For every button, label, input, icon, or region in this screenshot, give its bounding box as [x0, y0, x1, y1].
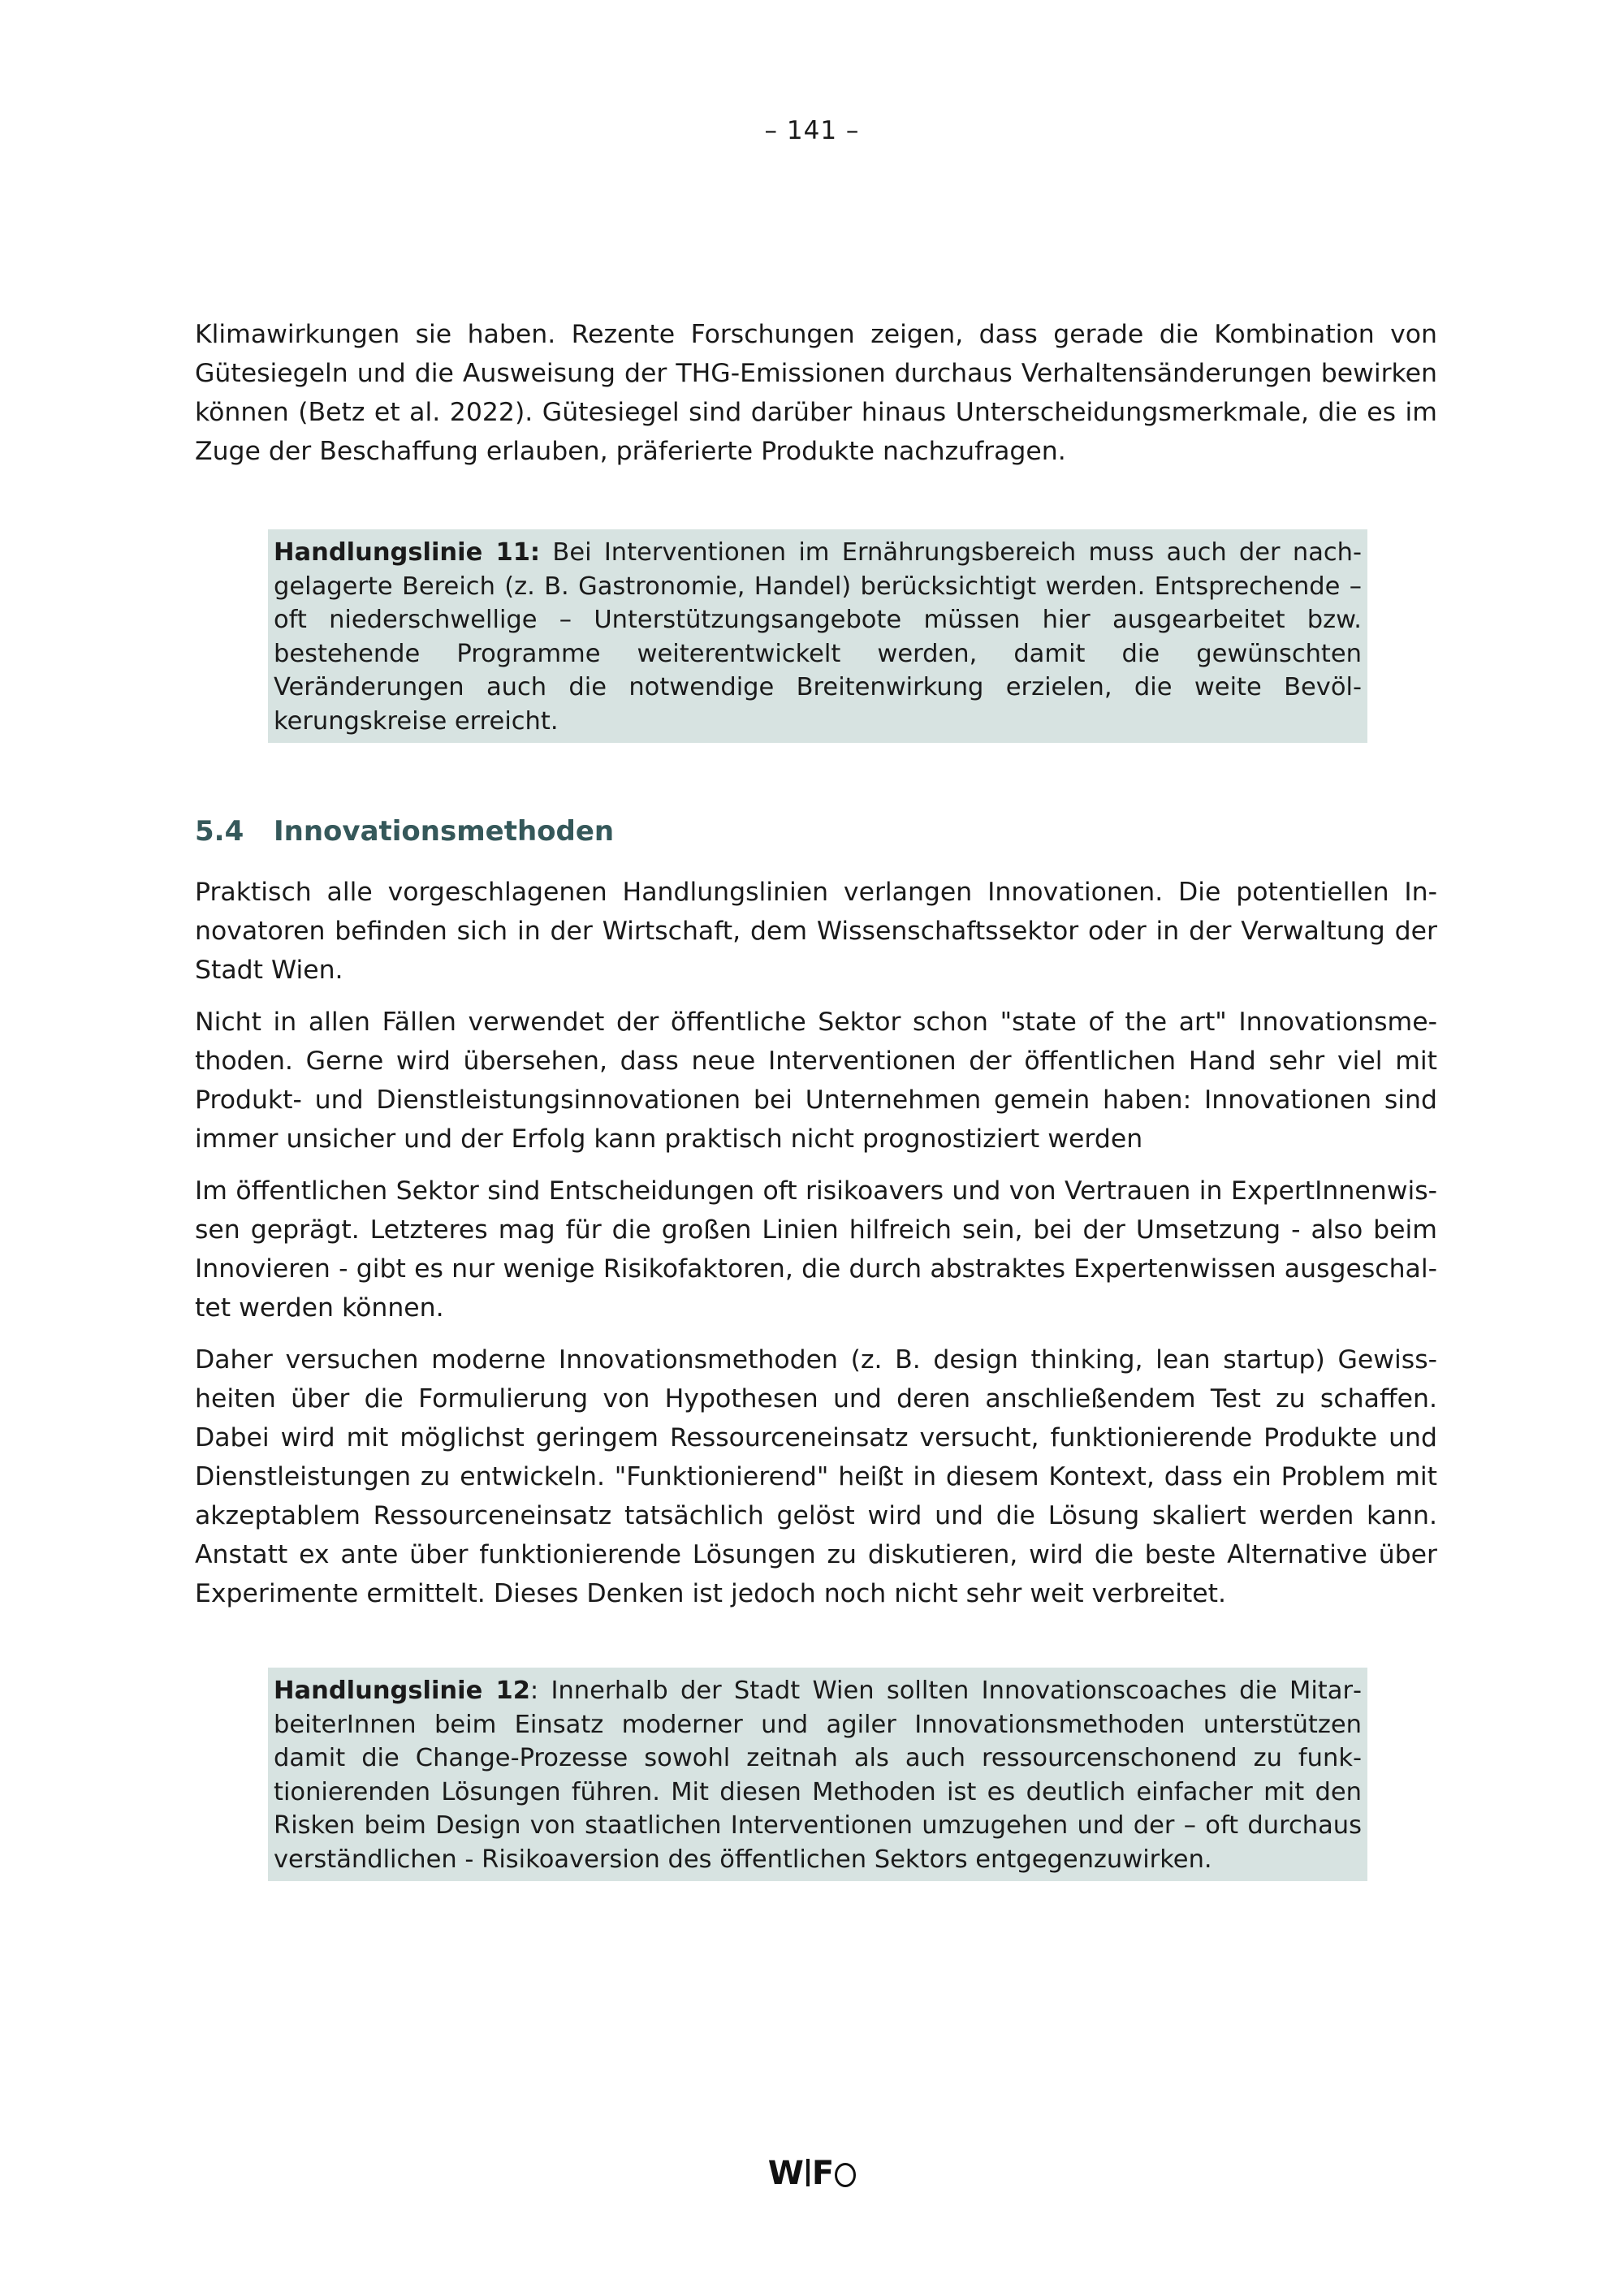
- body-paragraph: Im öffentlichen Sektor sind Entscheidungen oft risikoavers und von Vertrauen in ExpertInnenwissen geprägt. Letzteres mag für die großen Linien hilfreich sein, bei der Umsetzung - also beim Innovieren - gibt es nur wenige Risikofaktoren, die durch abstraktes Expertenwissen ausgeschaltet werden können.: [195, 1176, 1437, 1323]
- action-line-12-colon: :: [529, 1677, 539, 1705]
- section-number: 5.4: [195, 815, 244, 848]
- section-title: Innovationsmethoden: [274, 815, 615, 848]
- body-paragraph: Daher versuchen moderne Innovationsmethoden (z. B. design thinking, lean startup) Gewissheiten über die Formulierung von Hypothesen und deren anschließendem Test zu schaffen. Dabei wird mit möglichst geringem Ressourceneinsatz versucht, funktionierende Produkte und Dienstleistungen zu entwickeln. "Funktionierend" heißt in diesem Kontext, dass ein Problem mit akzeptablem Ressourceneinsatz tatsächlich gelöst wird und die Lösung skaliert werden kann. Anstatt ex ante über funktionierende Lösungen zu diskutieren, wird die beste Alternative über Experimente ermittelt. Dieses Denken ist jedoch noch nicht sehr weit verbreitet.: [195, 1345, 1437, 1608]
- action-line-12-text: Innerhalb der Stadt Wien sollten Innovationscoaches die MitarbeiterInnen beim Einsatz moderner und agiler Innovationsmethoden unterstützen damit die Change-Prozesse sowohl zeitnah als auch ressourcenschonend zu funktionierenden Lösungen führen. Mit diesen Methoden ist es deutlich einfacher mit den Risken beim Design von staatlichen Interventionen umzugehen und der – oft durchaus verständlichen - Risikoaversion des öffentlichen Sektors entgegenzuwirken.: [274, 1677, 1362, 1874]
- intro-paragraph: Klimawirkungen sie haben. Rezente Forschungen zeigen, dass gerade die Kombination von Gütesiegeln und die Ausweisung der THG-Emissionen durchaus Verhaltensänderungen bewirken können (Betz et al. 2022). Gütesiegel sind darüber hinaus Unterscheidungsmerkmale, die es im Zuge der Beschaffung erlauben, präferierte Produkte nachzufragen.: [195, 320, 1437, 466]
- section-body: [195, 873, 1437, 1626]
- wifo-logo-bar: [806, 2159, 810, 2186]
- page-number: – 141 –: [764, 116, 860, 145]
- action-line-12-label: Handlungslinie 12: [274, 1677, 530, 1705]
- body-paragraph: Praktisch alle vorgeschlagenen Handlungslinien verlangen Innovationen. Die potentiellen Innovatoren befinden sich in der Wirtschaft, dem Wissenschaftssektor oder in der Verwaltung der Stadt Wien.: [195, 878, 1437, 985]
- wifo-logo-o-icon: [835, 2163, 856, 2187]
- action-line-12-box: [268, 1668, 1367, 1881]
- wifo-logo: [0, 2155, 1624, 2192]
- action-line-11-box: [268, 529, 1367, 743]
- intro-paragraph-container: [195, 315, 1437, 484]
- action-line-11-label: Handlungslinie 11:: [274, 538, 541, 567]
- wifo-logo-w: W: [767, 2155, 804, 2192]
- wifo-logo-f: F: [811, 2155, 835, 2192]
- action-line-11-text: Bei Interventionen im Ernährungsbereich muss auch der nachgelagerte Bereich (z. B. Gastronomie, Handel) berücksichtigt werden. Entsprechende – oft niederschwellige – Unterstützungsangebote müssen hier ausgearbeitet bzw. bestehende Programme weiterentwickelt werden, damit die gewünschten Veränderungen auch die notwendige Breitenwirkung erzielen, die weite Bevölkerungskreise erreicht.: [274, 538, 1362, 736]
- section-heading: [195, 815, 614, 848]
- body-paragraph: Nicht in allen Fällen verwendet der öffentliche Sektor schon "state of the art" Innovationsmethoden. Gerne wird übersehen, dass neue Interventionen der öffentlichen Hand sehr viel mit Produkt- und Dienstleistungsinnovationen bei Unternehmen gemein haben: Innovationen sind immer unsicher und der Erfolg kann praktisch nicht prognostiziert werden: [195, 1008, 1437, 1154]
